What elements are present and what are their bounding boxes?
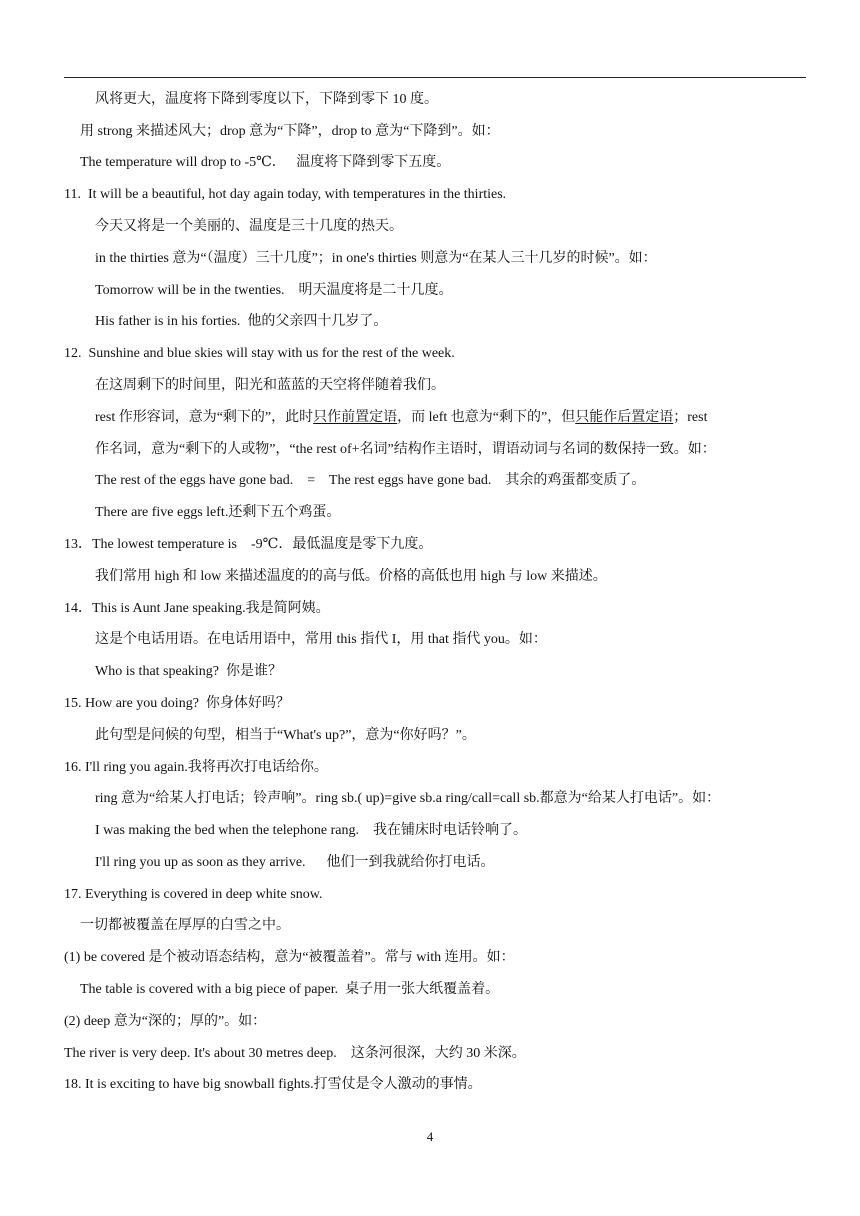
text-line: 此句型是问候的句型，相当于“What's up?”，意为“你好吗？”。 [95, 728, 476, 743]
item-heading-14: 14．This is Aunt Jane speaking.我是简阿姨。 [64, 601, 330, 616]
underlined-text: 只作前置定语 [313, 410, 398, 425]
text-line: 用 strong 来描述风大；drop 意为“下降”，drop to 意为“下降到”。如： [80, 124, 500, 139]
item-heading-13: 13．The lowest temperature is -9℃．最低温度是零下九度。 [64, 537, 433, 552]
example-line: I was making the bed when the telephone rang. 我在铺床时电话铃响了。 [95, 823, 527, 838]
example-line: I'll ring you up as soon as they arrive. 他们一到我就给你打电话。 [95, 855, 495, 870]
text-line: 作名词，意为“剩下的人或物”，“the rest of+名词”结构作主语时，谓语动词与名词的数保持一致。如： [95, 442, 716, 457]
underlined-text: 只能作后置定语 [575, 410, 674, 425]
text-line: in the thirties 意为“（温度）三十几度”；in one's thirties 则意为“在某人三十几岁的时候”。如： [95, 251, 657, 266]
text-line: 一切都被覆盖在厚厚的白雪之中。 [80, 918, 290, 933]
text-line: 今天又将是一个美丽的、温度是三十几度的热天。 [95, 219, 403, 234]
header-rule [64, 77, 806, 78]
page-number: 4 [426, 1129, 434, 1144]
item-heading-16: 16. I'll ring you again.我将再次打电话给你。 [64, 760, 328, 775]
example-line: The table is covered with a big piece of paper. 桌子用一张大纸覆盖着。 [80, 982, 500, 997]
item-heading-18: 18. It is exciting to have big snowball fights.打雪仗是令人激动的事情。 [64, 1077, 482, 1092]
example-line: There are five eggs left.还剩下五个鸡蛋。 [95, 505, 341, 520]
item-heading-15: 15. How are you doing? 你身体好吗？ [64, 696, 290, 711]
example-line: The river is very deep. It's about 30 metres deep. 这条河很深，大约 30 米深。 [64, 1046, 526, 1061]
text-line: 在这周剩下的时间里，阳光和蓝蓝的天空将伴随着我们。 [95, 378, 445, 393]
text-line: ring 意为“给某人打电话；铃声响”。ring sb.( up)=give sb.a ring/call=call sb.都意为“给某人打电话”。如： [95, 791, 721, 806]
item-heading-17: 17. Everything is covered in deep white snow. [64, 887, 323, 902]
example-line: Tomorrow will be in the twenties. 明天温度将是二十几度。 [95, 283, 453, 298]
text-line: 这是个电话用语。在电话用语中，常用 this 指代 I，用 that 指代 you。如： [95, 632, 547, 647]
text-span: ，而 left 也意为“剩下的”，但 [397, 410, 576, 425]
example-line: The temperature will drop to -5℃． 温度将下降到零下五度。 [80, 155, 451, 170]
example-line: Who is that speaking? 你是谁？ [95, 664, 283, 679]
item-heading-12: 12. Sunshine and blue skies will stay with us for the rest of the week. [64, 346, 455, 361]
text-line: (2) deep 意为“深的；厚的”。如： [64, 1014, 267, 1029]
text-line [95, 408, 806, 428]
text-span: rest 作形容词，意为“剩下的”，此时 [95, 410, 314, 425]
item-heading-11: 11. It will be a beautiful, hot day again today, with temperatures in the thirties. [64, 187, 507, 202]
text-line: 风将更大，温度将下降到零度以下，下降到零下 10 度。 [95, 92, 438, 107]
text-line: 我们常用 high 和 low 来描述温度的的高与低。价格的高低也用 high 与 low 来描述。 [95, 569, 607, 584]
text-line: (1) be covered 是个被动语态结构，意为“被覆盖着”。常与 with 连用。如： [64, 950, 515, 965]
example-line: The rest of the eggs have gone bad. = The rest eggs have gone bad. 其余的鸡蛋都变质了。 [95, 473, 646, 488]
example-line: His father is in his forties. 他的父亲四十几岁了。 [95, 314, 388, 329]
text-span: ；rest [673, 410, 708, 425]
